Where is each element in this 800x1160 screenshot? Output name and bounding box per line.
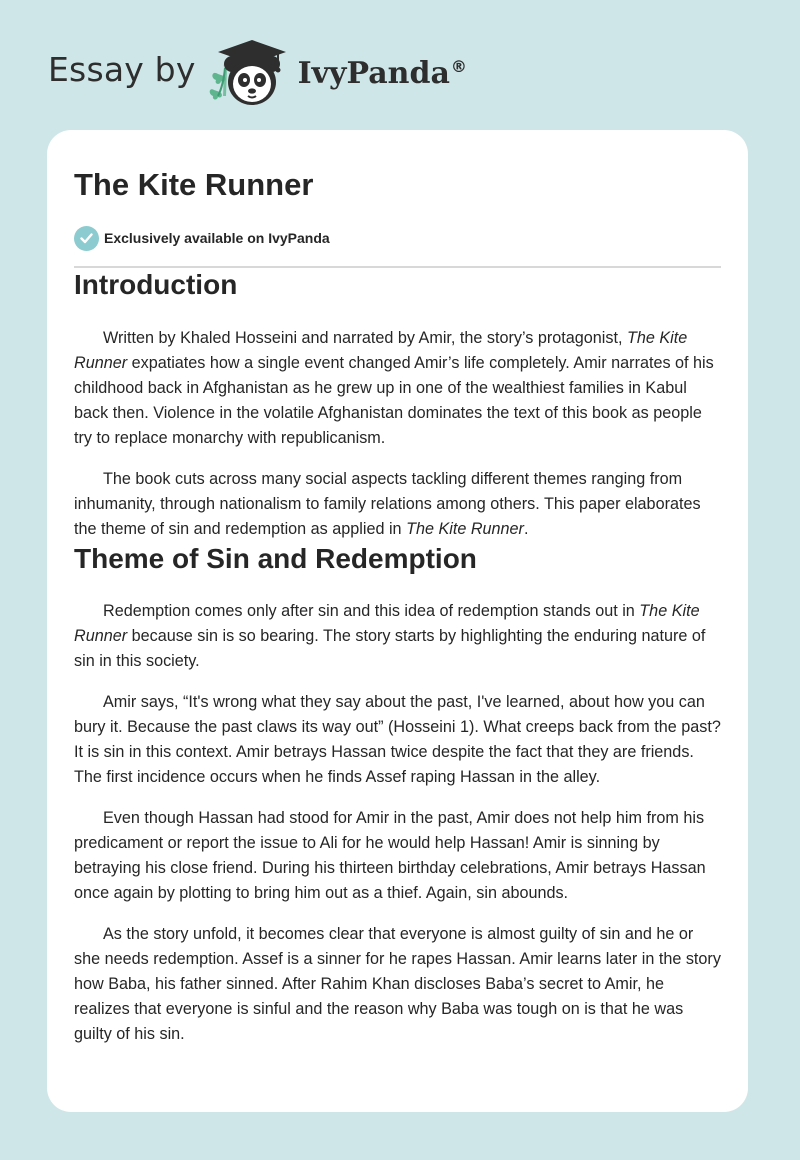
paragraph: Even though Hassan had stood for Amir in the past, Amir does not help him from his predicament or report the issue to Ali for he would help Hassan! Amir is sinning by betraying his close friend. During his thirteen birthday celebrations, Amir betrays Hassan once again by plotting to bring him out as a thief. Again, sin abounds. [74,809,706,902]
book-title-italic: The Kite Runner [74,602,700,645]
book-title-italic: The Kite Runner [74,329,688,372]
panda-graduate-icon [206,34,292,110]
brand-header [48,34,467,110]
essay-card [47,130,748,1112]
section-introduction [74,268,721,542]
brand-name: IvyPanda® [297,55,467,91]
section-heading: Introduction [74,269,238,300]
section-theme-of-sin-and-redemption [74,542,721,1047]
paragraph: Redemption comes only after sin and this idea of redemption stands out in The Kite Runner because sin is so bearing. The story starts by highlighting the enduring nature of sin in this society. [74,602,706,670]
paragraph: Amir says, “It's wrong what they say about the past, I've learned, about how you can bury it. Because the past claws its way out” (Hosseini 1). What creeps back from the past? It is sin in this context. Amir betrays Hassan twice despite the fact that they are friends. The first incidence occurs when he finds Assef raping Hassan in the alley. [74,693,721,786]
registered-mark: ® [450,56,467,76]
check-icon [74,226,99,251]
paragraph: Written by Khaled Hosseini and narrated by Amir, the story’s protagonist, The Kite Runner expatiates how a single event changed Amir’s life completely. Amir narrates of his childhood back in Afghanistan as he grew up in one of the wealthiest families in Kabul back then. Violence in the volatile Afghanistan dominates the text of this book as people try to replace monarchy with republicanism. [74,329,714,447]
page-title: The Kite Runner [74,167,314,202]
paragraph: As the story unfold, it becomes clear that everyone is almost guilty of sin and he or she needs redemption. Assef is a sinner for he rapes Hassan. Amir learns later in the story how Baba, his father sinned. After Rahim Khan discloses Baba’s secret to Amir, he realizes that everyone is sinful and the reason why Baba was tough on is that he was guilty of his sin. [74,925,721,1043]
badge-text: Exclusively available on IvyPanda [104,230,330,246]
ivypanda-logo-link[interactable] [206,34,467,110]
paragraph: The book cuts across many social aspects tackling different themes ranging from inhumanity, through nationalism to family relations among others. This paper elaborates the theme of sin and redemption as applied in The Kite Runner. [74,470,701,538]
exclusive-badge [74,225,721,251]
book-title-italic: The Kite Runner [406,520,524,538]
brand-prefix: Essay by [48,49,196,89]
section-heading: Theme of Sin and Redemption [74,543,477,574]
